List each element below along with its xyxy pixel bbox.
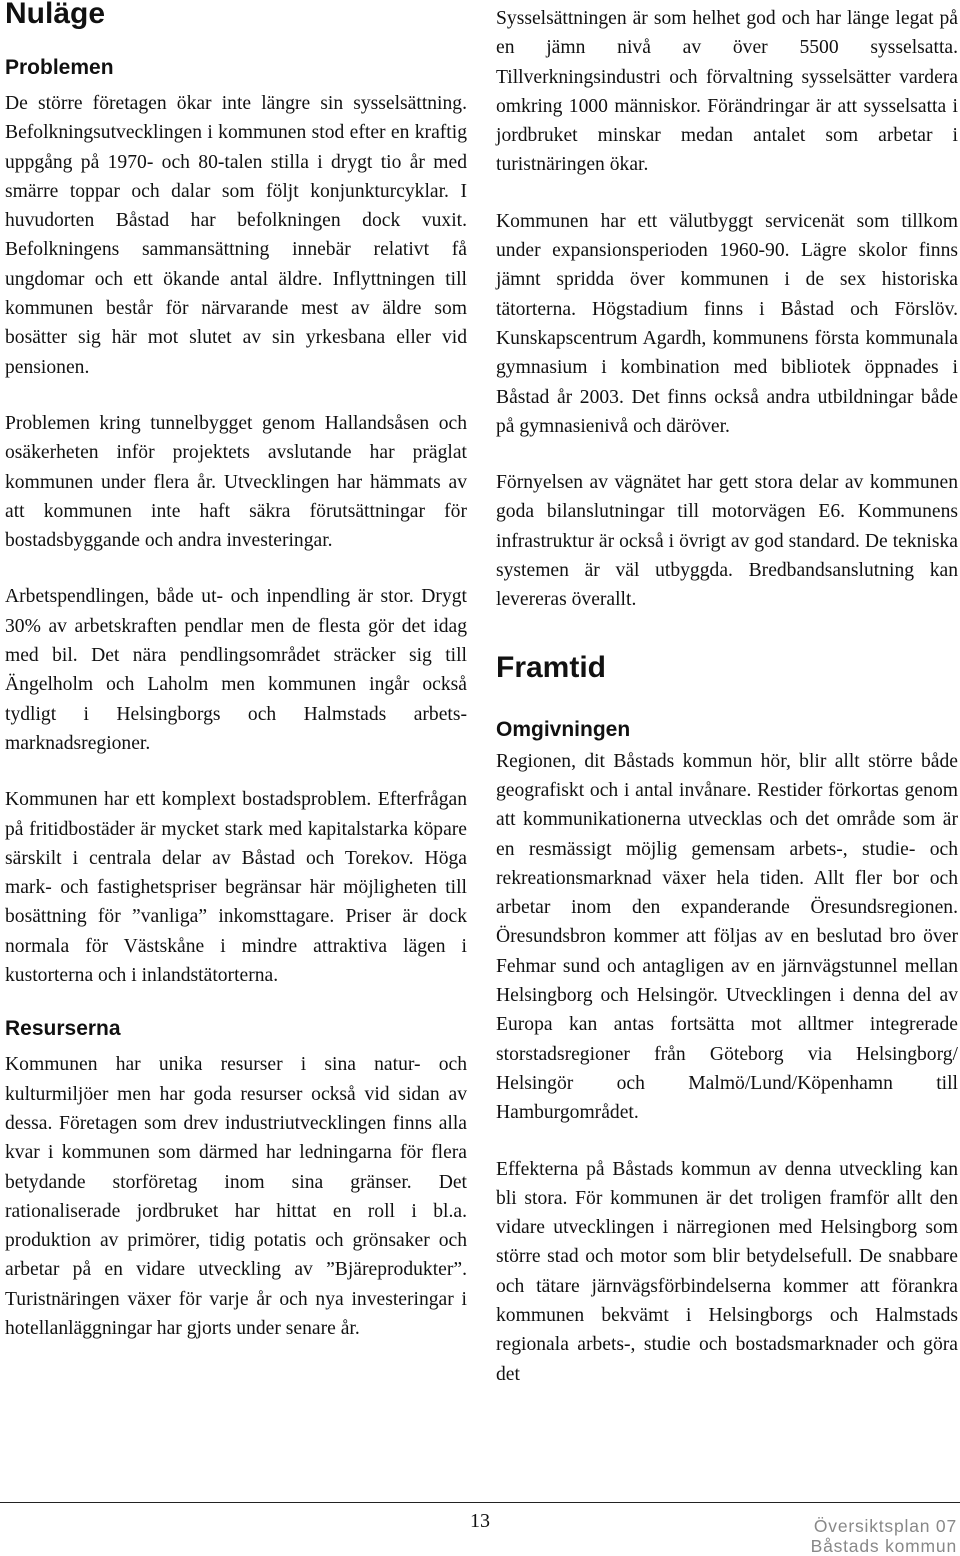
section-heading-omgivningen: Omgivningen <box>496 717 631 741</box>
paragraph: Problemen kring tunnelbygget genom Hallandsåsen och osäkerheten inför projektets avslutande har präglat kommunen under flera år. Utvecklingen har hämmats av att kommunen inte haft säkra förutsättningar för bostadsbyggande och andra investeringar. <box>5 412 467 552</box>
section-heading-resurserna: Resurserna <box>5 1017 121 1041</box>
section-title-framtid: Framtid <box>496 650 607 684</box>
paragraph: Regionen, dit Båstads kommun hör, blir allt större både geografiskt och i antal invånare. Restider förkortas genom att kommunikationerna utvecklas och det område som är en resmässigt möjlig gemensam arbets-, studie- och rekreationsmarknad växer hela tiden. Allt fler bor och arbetar inom den expanderande Öresundsregionen. Öresundsbron kommer att följas av en beslutad bro över Fehmar sund och antagligen av en järnvägstunnel mellan Helsingborg och Helsingör. Utvecklingen i denna del av Europa kan antas fortsätta mot alltmer integrerade storstadsregioner från Göteborg via Helsingborg/ Helsingör och Malmö/Lund/Köpenhamn till Hamburgområdet. <box>496 750 958 1124</box>
page-title: Nuläge <box>5 0 106 30</box>
footer-divider <box>0 1502 960 1503</box>
section-heading-problemen: Problemen <box>5 56 114 79</box>
paragraph: Kommunen har ett komplext bostadsproblem. Efterfrågan på fritidbostäder är mycket stark med kapitalstarka köpare särskilt i centrala delar av Båstad och Torekov. Höga mark- och fastighetspriser begränsar här möjligheten till bosättning för ”vanliga” inkomsttagare. Priser är dock normala för Västskåne i mindre attraktiva lägen i kustorterna och i inlandstätorterna. <box>5 789 467 987</box>
right-column <box>496 0 958 1389</box>
paragraph: Effekterna på Båstads kommun av denna utveckling kan bli stora. För kommunen är det troligen framför allt den vidare utvecklingen i närregionen med Helsingborg som större stad och motor som blir betydelsefull. De snabbare och tätare järnvägsförbindelserna kommer att förankra kommunen bekvämt i Helsingborgs och Halmstads regionala arbets-, studie och bostadsmarknader och göra det <box>496 1158 958 1385</box>
paragraph: Kommunen har ett välutbyggt servicenät som tillkom under expansionsperioden 1960-90. Lägre skolor finns jämnt spridda över kommunen i de sex historiska tätorterna. Högstadium finns i Båstad och Förslöv. Kunskapscentrum Agardh, kommunens första kommunala gymnasium i kombination med bibliotek öppnades i Båstad år 2003. Det finns också andra utbildningar både på gymnasienivå och däröver. <box>496 210 958 437</box>
footer-title-line1: Översiktsplan 07 <box>813 1516 957 1536</box>
paragraph: Sysselsättningen är som helhet god och har länge legat på en jämn nivå av över 5500 sysselsatta. Tillverkningsindustri och förvaltning sysselsätter vardera omkring 1000 människor. Förändringar är att sysselsatta i jordbruket minskar medan antalet som arbetar i turistnäringen ökar. <box>496 8 958 176</box>
paragraph: De större företagen ökar inte längre sin sysselsättning. Befolkningsutvecklingen i kommunen stod efter en kraftig uppgång på 1970- och 80-talen stilla i drygt tio år med smärre toppar och dalar som följt konjunkturcyklar. I huvudorten Båstad har befolkningen dock vuxit. Befolkningens sammansättning innebär relativt få ungdomar och ett ökande antal äldre. Inflyttningen till kommunen består för närvarande mest av äldre som bosätter sig här mot slutet av sin yrkesbana eller vid pensionen. <box>5 93 467 378</box>
paragraph: Förnyelsen av vägnätet har gett stora delar av kommunen goda bilanslutningar till motorvägen E6. Kommunens infrastruktur är också i övrigt av god standard. De tekniska systemen är väl utbyggda. Bredbandsanslutning kan levereras överallt. <box>496 472 958 611</box>
paragraph: Kommunen har unika resurser i sina natur- och kulturmiljöer men har goda resurser också vid sidan av dessa. Företagen som drev industriutvecklingen finns alla kvar i kommunen som därmed har ledningarna för flera betydande storföretag inom sina gränser. Det rationaliserade jordbruket har hittat en roll i bl.a. produktion av primörer, tidig potatis och grönsaker och arbetar på en vidare utveckling av ”Bjäreprodukter”. Turistnäringen växer för varje år och nya investeringar i hotellanläggningar har gjorts under senare år. <box>5 1054 467 1339</box>
page-number: 13 <box>470 1510 490 1532</box>
left-column <box>5 0 467 1343</box>
footer-title-line2: Båstads kommun <box>810 1536 957 1556</box>
footer-document-title <box>811 1516 957 1556</box>
paragraph: Arbetspendlingen, både ut- och inpendling är stor. Drygt 30% av arbetskraften pendlar men de flesta gör det idag med bil. Det nära pendlingsområdet sträcker sig till Ängelholm och Laholm men kommunen ingår också tydligt i Helsingborgs och Halmstads arbets-marknadsregioner. <box>5 586 467 754</box>
